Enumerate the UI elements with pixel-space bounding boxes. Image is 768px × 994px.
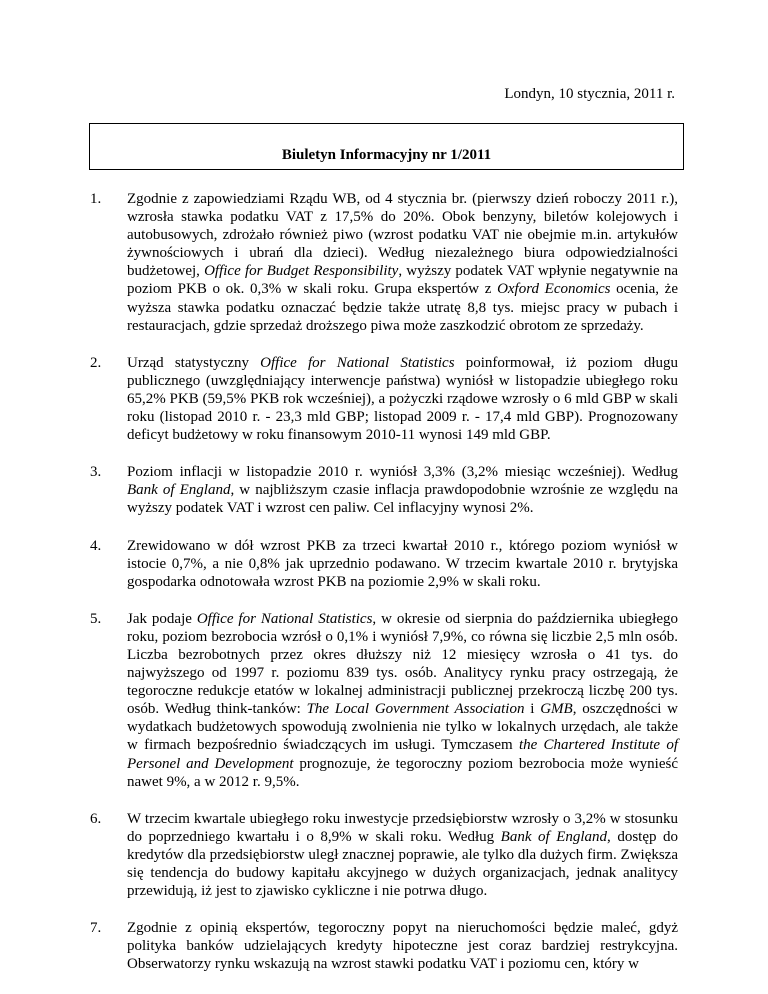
item-number: 7. (90, 920, 102, 937)
item-number: 2. (90, 354, 102, 371)
italic-text: Bank of England (127, 482, 231, 499)
item-text (127, 191, 678, 334)
bulletin-item (90, 537, 678, 591)
item-text (127, 464, 678, 516)
item-number: 6. (90, 810, 102, 827)
italic-text: Oxford Economics (497, 281, 611, 298)
text-segment: , w okresie od sierpnia do października ubiegłego roku, poziom bezrobocia wzrósł o 0,1% i wyniósł 7,9%, co równa się liczbie 2,5 mln osób. Liczba bezrobotnych przez okres dłuższy niż 12 miesięcy wzrosła o 41 tys. do najwyższego od 1997 r. poziomu 839 tys. osób. Analitycy rynku pracy ostrzegają, że tegoroczne redukcje etatów w lokalnej administracji publicznej przekroczą liczbę 200 tys. osób. Według think-tanków: (127, 610, 678, 718)
date-line: Londyn, 10 stycznia, 2011 r. (504, 86, 675, 102)
text-segment: , wyższy podatek VAT wpłynie negatywnie na poziom PKB o ok. 0,3% w skali roku. Grupa ekspertów z (127, 263, 679, 298)
text-segment: W trzecim kwartale ubiegłego roku inwestycje przedsiębiorstw wzrosły o 3,2% w stosunku do poprzedniego kwartału i o 8,9% w skali roku. Według (127, 810, 678, 845)
text-segment: , dostęp do kredytów dla przedsiębiorstw uległ znacznej poprawie, ale tylko dla dużych firm. Zwiększa się tendencja do budowy kapitału akcyjnego w dużych organizacjach, jednak analitycy przewidują, iż jest to zjawisko cykliczne i nie potrwa długo. (127, 828, 679, 900)
bulletin-item (90, 463, 678, 517)
text-segment: Zrewidowano w dół wzrost PKB za trzeci kwartał 2010 r., którego poziom wyniósł w istocie 0,7%, a nie 0,8% jak uprzednio podawano. W trzecim kwartale 2010 r. brytyjska gospodarka odnotowała wzrost PKB na poziomie 2,9% w skali roku. (127, 537, 678, 590)
italic-text: The Local Government Association (306, 701, 525, 718)
bulletin-item (90, 810, 678, 900)
text-segment: Poziom inflacji w listopadzie 2010 r. wyniósł 3,3% (3,2% miesiąc wcześniej). Według (127, 464, 678, 481)
item-text (127, 355, 678, 443)
text-segment: prognozuje, że tegoroczny poziom bezrobocia może wynieść nawet 9%, a w 2012 r. 9,5%. (127, 755, 678, 790)
text-segment: , oszczędności w wydatkach budżetowych spowodują zwolnienia nie tylko w lokalnych urzędach, ale także w firmach bezpośrednio świadczących im usługi. Tymczasem (127, 701, 678, 754)
item-number: 4. (90, 537, 102, 554)
bulletin-items (90, 190, 678, 992)
bulletin-item (90, 190, 678, 335)
text-segment: Jak podaje (127, 610, 197, 627)
text-segment: Zgodnie z opinią ekspertów, tegoroczny popyt na nieruchomości będzie maleć, gdyż polityka banków udzielających kredyty hipoteczne jest coraz bardziej restrykcyjna. Obserwatorzy rynku wskazują na wzrost stawki podatku VAT i poziomu cen, który w (127, 920, 678, 973)
italic-text: Office for National Statistics (196, 610, 373, 627)
item-number: 3. (90, 464, 102, 481)
text-segment: , w najbliższym czasie inflacja prawdopodobnie wzrośnie ze względu na wyższy podatek VAT i wzrost cen paliw. Cel inflacyjny wynosi 2%. (127, 482, 678, 517)
italic-text: Office for Budget Responsibility (204, 263, 399, 280)
item-text (127, 538, 678, 590)
item-text (127, 611, 678, 790)
text-segment: poinformował, iż poziom długu publicznego (uwzględniający interwencje państwa) wyniósł w listopadzie ubiegłego roku 65,2% PKB (59,5% PKB rok wcześniej), a pożyczki rządowe wzrosły o 6 mld GBP w skali roku (listopad 2010 r. - 23,3 mld GBP; listopad 2009 r. - 17,4 mld GBP). Prognozowany deficyt budżetowy w roku finansowym 2010-11 wynosi 149 mld GBP. (127, 354, 679, 444)
item-text (127, 920, 678, 972)
italic-text: GMB (540, 701, 573, 718)
bulletin-item (90, 610, 678, 791)
italic-text: Office for National Statistics (260, 354, 455, 371)
item-number: 1. (90, 191, 102, 207)
text-segment: Zgodnie z zapowiedziami Rządu WB, od 4 stycznia br. (pierwszy dzień roboczy 2011 r.), wzrosła stawka podatku VAT z 17,5% do 20%. Obok benzyny, biletów kolejowych i autobusowych, zdrożało również piwo (wzrost podatku VAT nie obejmie m.in. artykułów żywnościowych i ubrań dla dzieci). Według niezależnego biura odpowiedzialności budżetowej, (127, 191, 678, 280)
text-segment: ocenia, że wyższa stawka podatku oznaczać będzie także utratę 8,8 tys. miejsc pracy w pubach i restauracjach, gdzie sprzedaż droższego piwa może zaszkodzić obrotom ze sprzedaży. (127, 281, 678, 334)
text-segment: i (524, 701, 541, 718)
bulletin-item (90, 919, 678, 973)
item-number: 5. (90, 610, 102, 627)
text-segment: Urząd statystyczny (127, 354, 261, 371)
italic-text: Bank of England (500, 828, 608, 845)
item-text (127, 811, 678, 899)
bulletin-title: Biuletyn Informacyjny nr 1/2011 (281, 147, 492, 163)
italic-text: the Chartered Institute of Personel and Development (127, 737, 678, 772)
bulletin-item (90, 354, 678, 444)
